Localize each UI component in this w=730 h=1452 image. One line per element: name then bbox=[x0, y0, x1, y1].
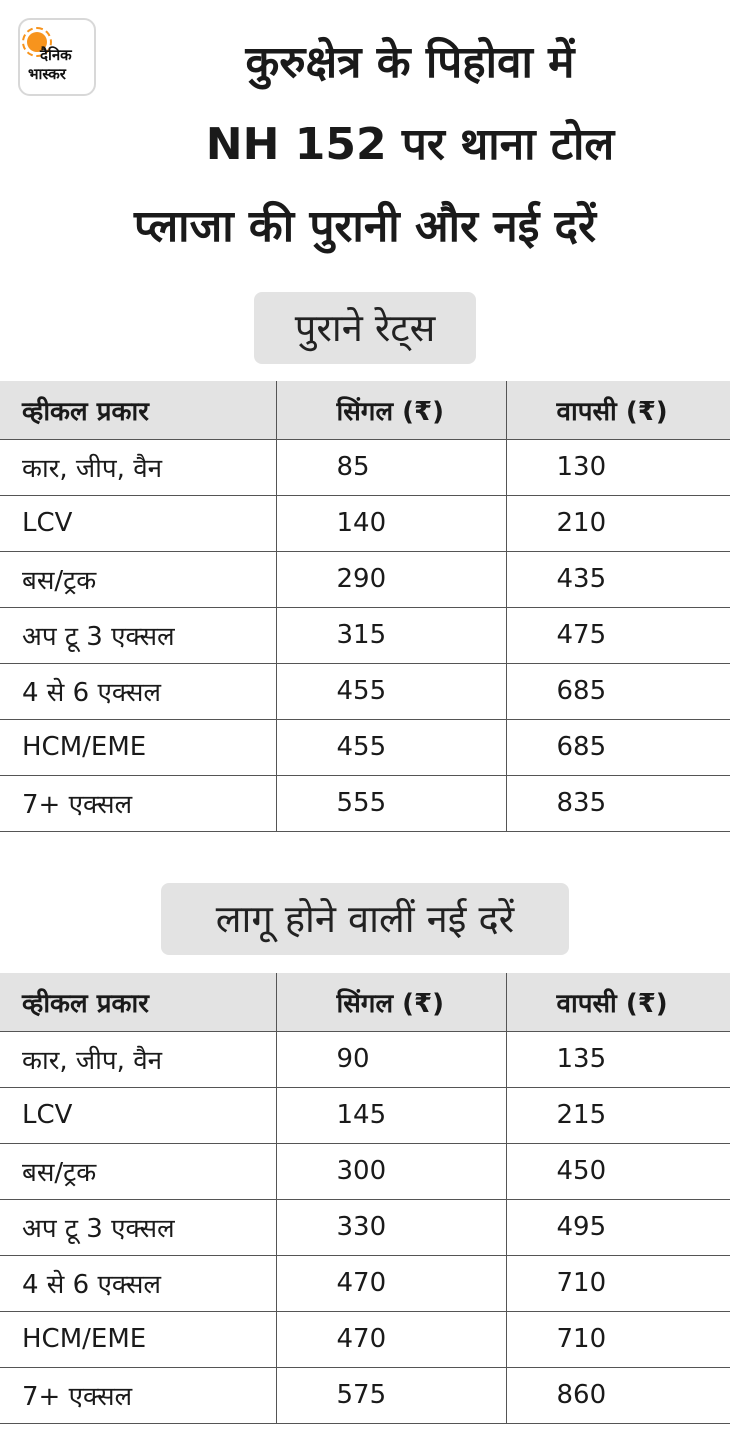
return-rate: 710 bbox=[506, 1311, 730, 1367]
table-header-row bbox=[0, 381, 730, 439]
table-row bbox=[0, 439, 730, 495]
table-row bbox=[0, 551, 730, 607]
single-rate: 455 bbox=[276, 719, 506, 775]
new-rates-label: लागू होने वालीं नई दरें bbox=[161, 883, 569, 955]
single-rate: 140 bbox=[276, 495, 506, 551]
new-rates-table bbox=[0, 973, 730, 1424]
return-rate: 835 bbox=[506, 775, 730, 831]
title-line1: कुरुक्षेत्र के पिहोवा में bbox=[245, 37, 575, 88]
logo-line2: भास्कर bbox=[28, 65, 66, 83]
header-return: वापसी (₹) bbox=[506, 973, 730, 1031]
return-rate: 495 bbox=[506, 1199, 730, 1255]
table-row bbox=[0, 1311, 730, 1367]
single-rate: 90 bbox=[276, 1031, 506, 1087]
title-line2: NH 152 पर थाना टोल bbox=[205, 119, 615, 170]
header-vehicle-type: व्हीकल प्रकार bbox=[0, 973, 276, 1031]
vehicle-type: अप टू 3 एक्सल bbox=[0, 1199, 276, 1255]
table-row bbox=[0, 663, 730, 719]
single-rate: 470 bbox=[276, 1255, 506, 1311]
header-return: वापसी (₹) bbox=[506, 381, 730, 439]
return-rate: 710 bbox=[506, 1255, 730, 1311]
header bbox=[0, 0, 730, 270]
logo-line1: दैनिक bbox=[40, 46, 72, 64]
page-title bbox=[100, 22, 720, 268]
vehicle-type: LCV bbox=[0, 495, 276, 551]
single-rate: 300 bbox=[276, 1143, 506, 1199]
table-row bbox=[0, 775, 730, 831]
vehicle-type: कार, जीप, वैन bbox=[0, 1031, 276, 1087]
table-row bbox=[0, 719, 730, 775]
table-row bbox=[0, 1031, 730, 1087]
table-row bbox=[0, 607, 730, 663]
return-rate: 215 bbox=[506, 1087, 730, 1143]
table-row bbox=[0, 1255, 730, 1311]
return-rate: 435 bbox=[506, 551, 730, 607]
vehicle-type: अप टू 3 एक्सल bbox=[0, 607, 276, 663]
old-rates-label: पुराने रेट्स bbox=[254, 292, 476, 364]
single-rate: 290 bbox=[276, 551, 506, 607]
return-rate: 860 bbox=[506, 1367, 730, 1423]
vehicle-type: LCV bbox=[0, 1087, 276, 1143]
vehicle-type: कार, जीप, वैन bbox=[0, 439, 276, 495]
single-rate: 145 bbox=[276, 1087, 506, 1143]
single-rate: 555 bbox=[276, 775, 506, 831]
table-row bbox=[0, 1367, 730, 1423]
vehicle-type: बस/ट्रक bbox=[0, 1143, 276, 1199]
vehicle-type: HCM/EME bbox=[0, 719, 276, 775]
vehicle-type: बस/ट्रक bbox=[0, 551, 276, 607]
table-row bbox=[0, 495, 730, 551]
return-rate: 210 bbox=[506, 495, 730, 551]
dainik-bhaskar-logo bbox=[18, 18, 96, 96]
vehicle-type: HCM/EME bbox=[0, 1311, 276, 1367]
return-rate: 475 bbox=[506, 607, 730, 663]
header-single: सिंगल (₹) bbox=[276, 381, 506, 439]
single-rate: 85 bbox=[276, 439, 506, 495]
vehicle-type: 7+ एक्सल bbox=[0, 775, 276, 831]
single-rate: 470 bbox=[276, 1311, 506, 1367]
header-single: सिंगल (₹) bbox=[276, 973, 506, 1031]
table-row bbox=[0, 1199, 730, 1255]
vehicle-type: 7+ एक्सल bbox=[0, 1367, 276, 1423]
single-rate: 575 bbox=[276, 1367, 506, 1423]
vehicle-type: 4 से 6 एक्सल bbox=[0, 663, 276, 719]
return-rate: 685 bbox=[506, 719, 730, 775]
return-rate: 135 bbox=[506, 1031, 730, 1087]
vehicle-type: 4 से 6 एक्सल bbox=[0, 1255, 276, 1311]
title-line3: प्लाजा की पुरानी और नई दरें bbox=[134, 201, 596, 252]
table-row bbox=[0, 1087, 730, 1143]
return-rate: 130 bbox=[506, 439, 730, 495]
header-vehicle-type: व्हीकल प्रकार bbox=[0, 381, 276, 439]
single-rate: 330 bbox=[276, 1199, 506, 1255]
table-row bbox=[0, 1143, 730, 1199]
old-rates-table bbox=[0, 381, 730, 832]
return-rate: 685 bbox=[506, 663, 730, 719]
table-header-row bbox=[0, 973, 730, 1031]
single-rate: 315 bbox=[276, 607, 506, 663]
single-rate: 455 bbox=[276, 663, 506, 719]
return-rate: 450 bbox=[506, 1143, 730, 1199]
